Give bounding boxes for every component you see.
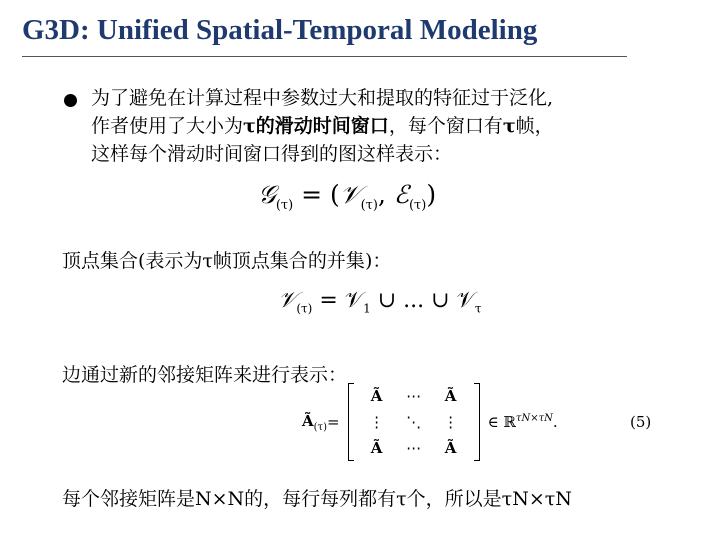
vertex-subscript: (τ) bbox=[360, 198, 378, 213]
graph-formula bbox=[258, 180, 436, 213]
vertex-union-sub-tau: τ bbox=[474, 301, 482, 316]
matrix-cell: Ã bbox=[370, 439, 383, 457]
formula-comma: , bbox=[377, 180, 394, 209]
bullet-line-2-a: 作者使用了大小为 bbox=[91, 115, 244, 137]
graph-equals: = ( bbox=[293, 180, 340, 209]
bullet-line-3: 这样每个滑动时间窗口得到的图这样表示： bbox=[91, 143, 453, 165]
matrix-membership bbox=[488, 413, 558, 431]
vertex-heading-text: 表示为τ帧顶点集合的并集 bbox=[145, 250, 365, 272]
title-rule bbox=[22, 56, 627, 57]
matrix-cell: Ã bbox=[444, 387, 457, 405]
vertex-set-subscript: (τ) bbox=[296, 301, 313, 316]
matrix-cell: ⋯ bbox=[406, 439, 422, 457]
adjacency-equals: = bbox=[326, 413, 340, 431]
vertex-heading-pre: 顶点集合( bbox=[62, 250, 146, 272]
vertex-union-sub-1: 1 bbox=[363, 301, 371, 316]
bullet-line-2 bbox=[91, 112, 691, 140]
adjacency-letter: Ã bbox=[302, 411, 314, 430]
graph-subscript: (τ) bbox=[275, 198, 294, 213]
graph-symbol: 𝒢 bbox=[258, 180, 276, 209]
vertex-symbol: 𝒱 bbox=[339, 180, 361, 209]
equation-number: (5) bbox=[630, 413, 652, 431]
adjacency-formula bbox=[302, 383, 558, 461]
matrix-grid bbox=[354, 383, 474, 461]
adjacency-symbol bbox=[302, 412, 327, 433]
matrix-cell: Ã bbox=[444, 439, 457, 457]
edge-heading: 边通过新的邻接矩阵来进行表示： bbox=[62, 364, 348, 386]
membership-period: . bbox=[552, 413, 558, 431]
vertex-heading-post: )： bbox=[364, 250, 392, 272]
matrix-cell: ⋮ bbox=[369, 413, 385, 431]
bullet-line-2-c: ，每个窗口有 bbox=[388, 115, 503, 137]
bullet-line-2-bold: τ的滑动时间窗口 bbox=[243, 115, 389, 137]
bullet-paragraph bbox=[91, 84, 691, 168]
bullet-line-1: 为了避免在计算过程中参数过大和提取的特征过于泛化, bbox=[91, 87, 554, 109]
vertex-set-symbol: 𝒱 bbox=[278, 288, 297, 313]
edge-subscript: (τ) bbox=[408, 198, 427, 213]
adjacency-subscript: (τ) bbox=[313, 421, 327, 433]
edge-symbol: ℰ bbox=[393, 180, 409, 209]
matrix-cell: ⋮ bbox=[443, 413, 459, 431]
matrix-right-bracket bbox=[474, 383, 480, 461]
matrix-cell: ⋯ bbox=[406, 387, 422, 405]
bullet-line-2-tau: τ bbox=[502, 115, 516, 137]
membership-superscript: τN×τN bbox=[515, 413, 553, 424]
matrix-cell: ⋱ bbox=[406, 413, 422, 431]
matrix-cell: Ã bbox=[370, 387, 383, 405]
vertex-union-start: = 𝒱 bbox=[312, 288, 364, 313]
bottom-note: 每个邻接矩阵是N×N的，每行每列都有τ个，所以是τN×τN bbox=[62, 488, 572, 510]
vertex-formula bbox=[278, 288, 482, 315]
membership-text: ∈ ℝ bbox=[487, 413, 516, 431]
bullet-dot bbox=[64, 94, 77, 107]
formula-close-paren: ) bbox=[426, 180, 437, 209]
vertex-union-mid: ∪ ... ∪ 𝒱 bbox=[370, 288, 475, 313]
bullet-line-2-e: 帧， bbox=[515, 115, 554, 137]
vertex-heading bbox=[62, 246, 391, 273]
slide-title: G3D: Unified Spatial-Temporal Modeling bbox=[22, 14, 538, 46]
